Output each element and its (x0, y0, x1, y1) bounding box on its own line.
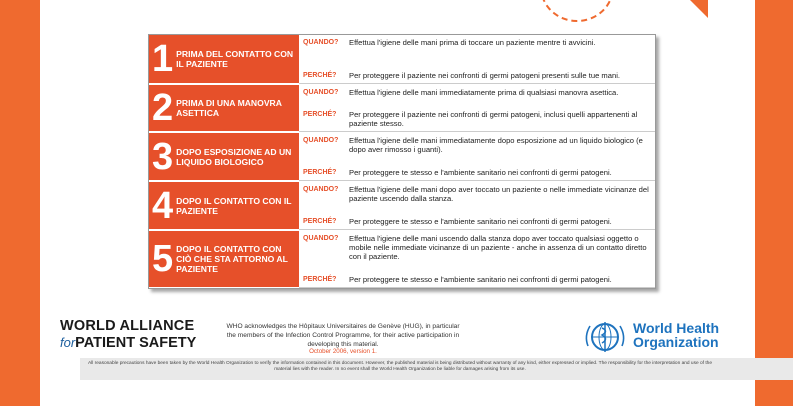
moment-title: PRIMA DI UNA MANOVRA ASETTICA (176, 98, 282, 118)
when-text: Effettua l'igiene delle mani immediatamente prima di qualsiasi manovra asettica. (349, 88, 619, 97)
alliance-patient-safety: PATIENT SAFETY (75, 335, 197, 351)
moment-title: DOPO IL CONTATTO CON CIÒ CHE STA ATTORNO AL PAZIENTE (176, 244, 288, 274)
moment-row-1 (149, 35, 655, 85)
who-emblem-icon (582, 318, 628, 358)
when-label: QUANDO? (303, 89, 339, 96)
who-logo (580, 318, 750, 358)
who-line1: World Health (633, 320, 720, 336)
moment-number: 1 (152, 38, 174, 80)
moment-row-2 (149, 85, 655, 133)
moment-header (149, 182, 299, 230)
when-text: Effettua l'igiene delle mani prima di toccare un paziente mentre ti avvicini. (349, 38, 596, 47)
disclaimer-text: All reasonable precautions have been taken by the World Health Organization to verify the information contained in this document. However, the published material is being distributed without warranty of any kind, either expressed or implied. The responsibility for the interpretation and use of the material lies with the reader. In no event shall the World Health Organization be liable for damages arising from its use. (87, 361, 713, 372)
why-label: PERCHÉ? (303, 72, 337, 79)
moment-details (299, 85, 655, 132)
when-text: Effettua l'igiene delle mani immediatamente dopo esposizione ad un liquido biologico (e dopo aver rimosso i guanti). (349, 136, 643, 154)
moment-header (149, 35, 299, 84)
alliance-for: for (60, 335, 76, 350)
acknowledgement-text: WHO acknowledges the Hôpitaux Universitaires de Genève (HUG), in particular the members of the Infection Control Programme, for their active participation in developing this material. (226, 323, 460, 348)
why-label: PERCHÉ? (303, 218, 337, 225)
alliance-logo-line2 (60, 335, 196, 351)
moment-number: 2 (152, 87, 174, 129)
moment-header (149, 85, 299, 132)
why-text: Per proteggere te stesso e l'ambiente sanitario nei confronti di germi patogeni. (349, 275, 612, 284)
moment-title: PRIMA DEL CONTATTO CON IL PAZIENTE (176, 49, 294, 69)
poster-page (40, 0, 755, 406)
why-text: Per proteggere te stesso e l'ambiente sanitario nei confronti di germi patogeni. (349, 168, 612, 177)
when-label: QUANDO? (303, 39, 339, 46)
version-date: October 2006, version 1. (309, 348, 377, 355)
why-text: Per proteggere il paziente nei confronti di germi patogeni presenti sulle tue mani. (349, 71, 621, 80)
moment-header (149, 133, 299, 181)
moment-details (299, 35, 655, 84)
moment-number: 5 (152, 238, 174, 280)
moment-number: 4 (152, 184, 174, 227)
who-wordmark (633, 321, 719, 349)
left-orange-stripe (0, 0, 40, 406)
dashed-arc-decoration (540, 0, 614, 22)
why-text: Per proteggere il paziente nei confronti di germi patogeni, inclusi quelli appartenenti al paziente stesso. (349, 110, 638, 128)
moment-title: DOPO ESPOSIZIONE AD UN LIQUIDO BIOLOGICO (176, 146, 292, 167)
moment-row-5 (149, 231, 655, 288)
when-text: Effettua l'igiene delle mani uscendo dalla stanza dopo aver toccato qualsiasi oggetto o mobile nelle immediate vicinanze di un paziente - anche in assenza di un contatto diretto con il paziente. (349, 234, 647, 261)
why-label: PERCHÉ? (303, 276, 337, 283)
moment-header (149, 231, 299, 288)
who-line2: Organization (633, 334, 719, 350)
why-text: Per proteggere te stesso e l'ambiente sanitario nei confronti di germi patogeni. (349, 217, 612, 226)
when-label: QUANDO? (303, 186, 339, 193)
moment-number: 3 (152, 135, 174, 178)
moment-row-3 (149, 133, 655, 182)
when-label: QUANDO? (303, 137, 339, 144)
alliance-logo-line1: WORLD ALLIANCE (60, 318, 195, 334)
five-moments-table (148, 34, 656, 289)
when-text: Effettua l'igiene delle mani dopo aver toccato un paziente o nelle immediate vicinanze del paziente uscendo dalla stanza. (349, 185, 649, 203)
when-label: QUANDO? (303, 235, 339, 242)
moment-title: DOPO IL CONTATTO CON IL PAZIENTE (176, 195, 292, 216)
why-label: PERCHÉ? (303, 169, 337, 176)
why-label: PERCHÉ? (303, 111, 337, 118)
moment-details (299, 182, 655, 230)
moment-row-4 (149, 182, 655, 231)
corner-triangle-decoration (690, 0, 708, 18)
right-orange-stripe (755, 0, 793, 406)
moment-details (299, 231, 655, 288)
moment-details (299, 133, 655, 181)
